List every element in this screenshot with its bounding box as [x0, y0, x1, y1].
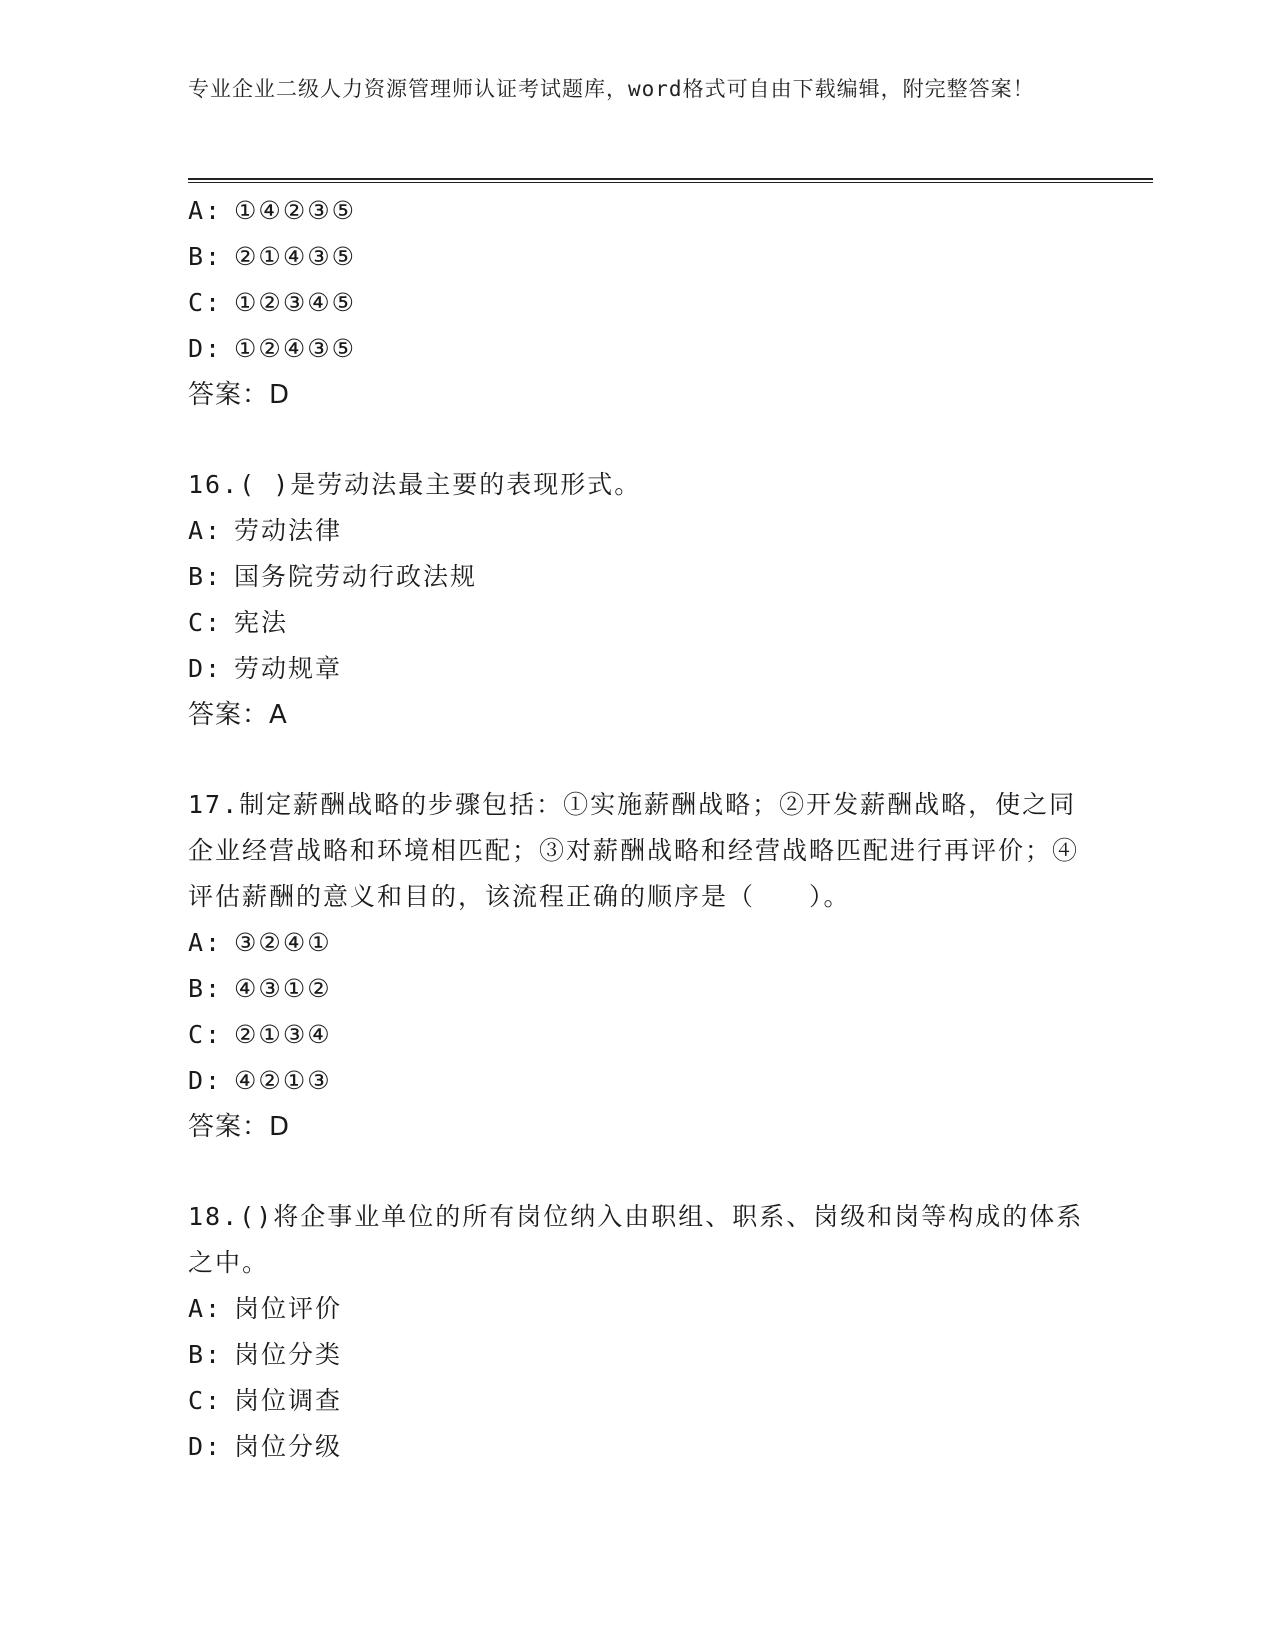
option-text: ②①③④	[234, 1020, 332, 1049]
option-letter: D:	[188, 1432, 223, 1461]
option-text: ④③①②	[234, 974, 332, 1003]
option-text: 劳动规章	[234, 654, 343, 683]
option-letter: C:	[188, 288, 223, 317]
option-letter: D:	[188, 1066, 223, 1095]
option-text: 岗位评价	[234, 1294, 343, 1323]
question-18	[188, 1194, 1088, 1470]
option-letter: B:	[188, 242, 223, 271]
option-letter: B:	[188, 562, 223, 591]
option-letter: A:	[188, 1294, 223, 1323]
option-text: ②①④③⑤	[234, 242, 357, 271]
option-text: 国务院劳动行政法规	[234, 562, 478, 591]
option-text: ①④②③⑤	[234, 196, 357, 225]
question-stem: 17.制定薪酬战略的步骤包括：①实施薪酬战略；②开发薪酬战略，使之同企业经营战略和环境相匹配；③对薪酬战略和经营战略匹配进行再评价；④评估薪酬的意义和目的，该流程正确的顺序是（ ）。	[188, 790, 1080, 911]
option-text: 岗位调查	[234, 1386, 343, 1415]
option-text: ③②④①	[234, 928, 332, 957]
option-text: 宪法	[234, 608, 289, 637]
option-letter: D:	[188, 654, 223, 683]
question-stem: 18.()将企事业单位的所有岗位纳入由职组、职系、岗级和岗等构成的体系之中。	[188, 1202, 1084, 1277]
option-row	[188, 188, 1088, 234]
option-row	[188, 508, 1088, 554]
option-text: 岗位分类	[234, 1340, 343, 1369]
page-header: 专业企业二级人力资源管理师认证考试题库，word格式可自由下载编辑，附完整答案！	[188, 77, 1035, 101]
question-15-tail	[188, 188, 1088, 418]
option-row	[188, 1012, 1088, 1058]
option-text: 劳动法律	[234, 516, 343, 545]
option-row	[188, 1378, 1088, 1424]
option-letter: C:	[188, 1020, 223, 1049]
option-row	[188, 554, 1088, 600]
header-rule	[188, 178, 1153, 180]
question-17	[188, 782, 1088, 1150]
option-letter: C:	[188, 608, 223, 637]
option-row	[188, 326, 1088, 372]
option-letter: D:	[188, 334, 223, 363]
option-row	[188, 1058, 1088, 1104]
option-row	[188, 280, 1088, 326]
option-row	[188, 646, 1088, 692]
option-text: ①②③④⑤	[234, 288, 357, 317]
option-text: ④②①③	[234, 1066, 332, 1095]
option-row	[188, 1424, 1088, 1470]
option-row	[188, 1332, 1088, 1378]
option-row	[188, 966, 1088, 1012]
option-letter: A:	[188, 928, 223, 957]
answer-line: 答案：D	[188, 380, 291, 410]
option-letter: C:	[188, 1386, 223, 1415]
option-row	[188, 920, 1088, 966]
option-letter: A:	[188, 516, 223, 545]
option-letter: B:	[188, 974, 223, 1003]
question-stem: 16.( )是劳动法最主要的表现形式。	[188, 470, 642, 499]
option-text: 岗位分级	[234, 1432, 343, 1461]
answer-line: 答案：A	[188, 700, 288, 730]
option-row	[188, 1286, 1088, 1332]
question-list	[188, 188, 1088, 1470]
question-16	[188, 462, 1088, 738]
answer-line: 答案：D	[188, 1112, 291, 1142]
option-row	[188, 600, 1088, 646]
option-letter: B:	[188, 1340, 223, 1369]
option-text: ①②④③⑤	[234, 334, 357, 363]
option-row	[188, 234, 1088, 280]
option-letter: A:	[188, 196, 223, 225]
header-rule-thin	[188, 182, 1153, 183]
